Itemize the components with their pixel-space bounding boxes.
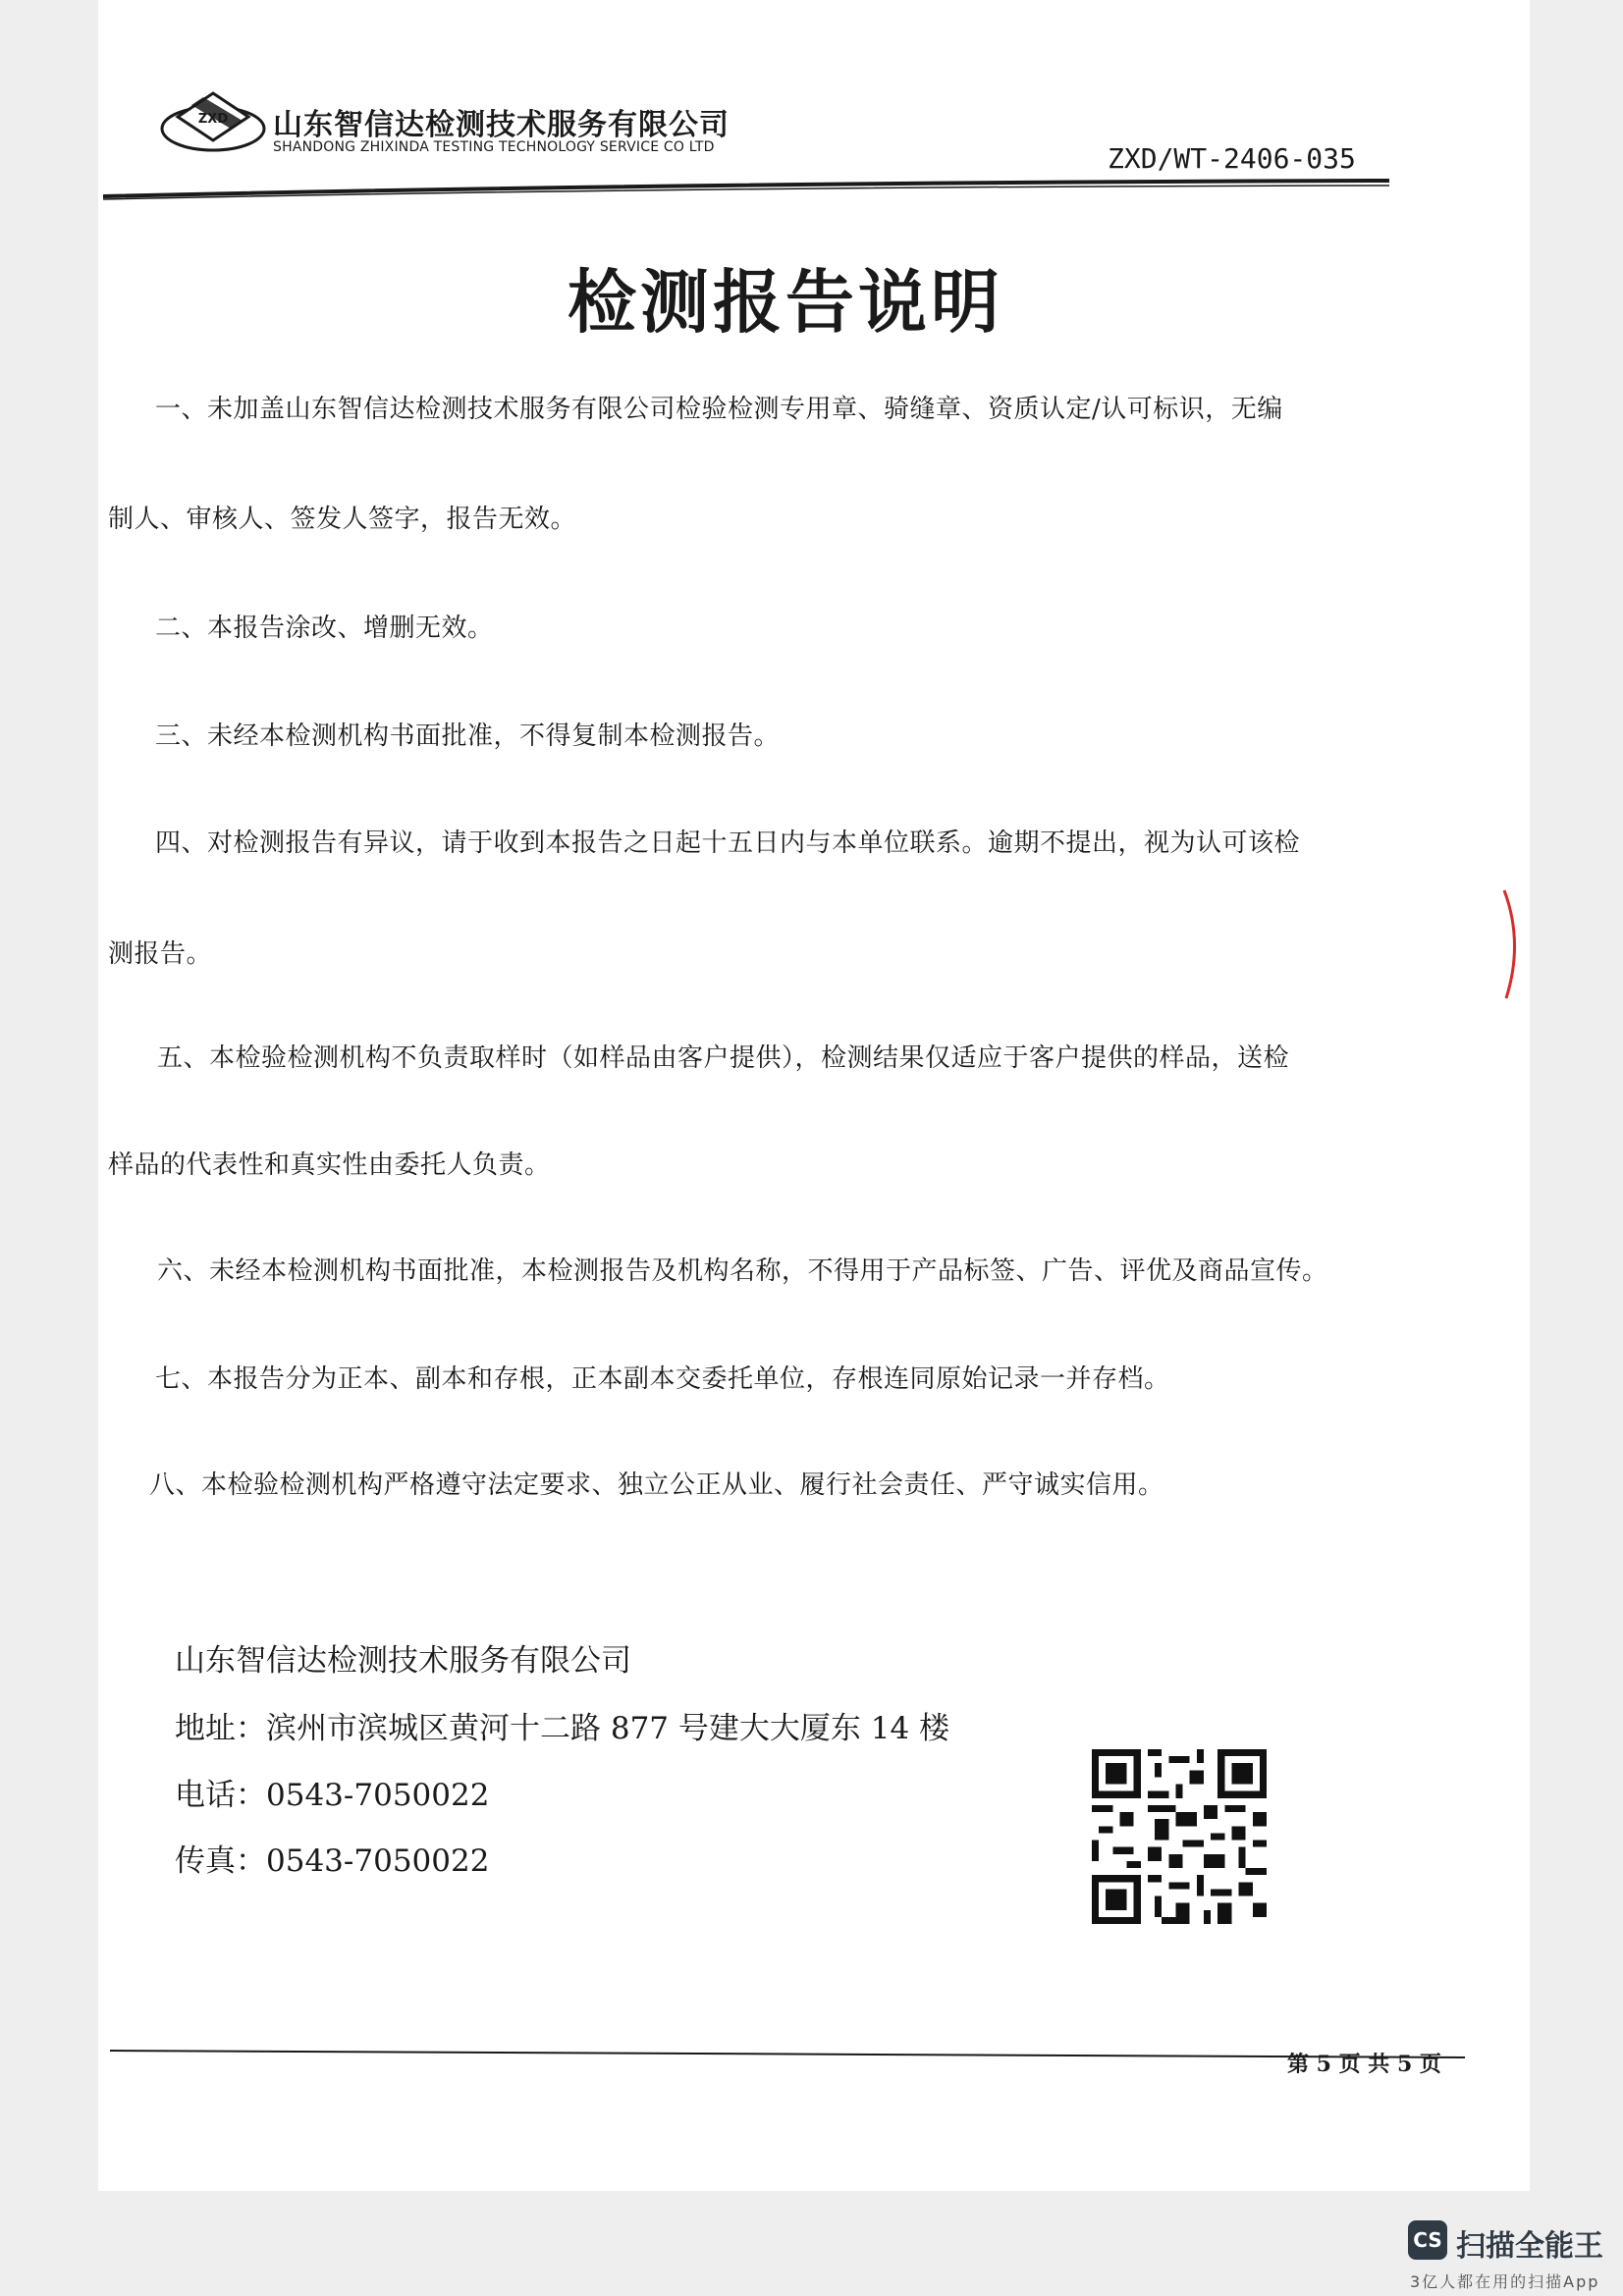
- company-name-cn: 山东智信达检测技术服务有限公司: [273, 108, 730, 142]
- clause-1-line-2: 制人、审核人、签发人签字，报告无效。: [108, 505, 577, 534]
- clause-8: 八、本检验检测机构严格遵守法定要求、独立公正从业、履行社会责任、严守诚实信用。: [149, 1470, 1164, 1500]
- clause-6: 六、未经本检测机构书面批准，本检测报告及机构名称，不得用于产品标签、广告、评优及商品宣传。: [157, 1256, 1328, 1286]
- company-name-en: SHANDONG ZHIXINDA TESTING TECHNOLOGY SERVICE CO LTD: [273, 139, 715, 155]
- company-logo: [152, 83, 275, 167]
- clause-4-line-1: 四、对检测报告有异议，请于收到本报告之日起十五日内与本单位联系。逾期不提出，视为认可该检: [155, 828, 1301, 858]
- clause-3: 三、未经本检测机构书面批准，不得复制本检测报告。: [155, 721, 781, 751]
- clause-2: 二、本报告涂改、增删无效。: [155, 614, 494, 643]
- contact-fax: 传真：0543-7050022: [175, 1843, 490, 1879]
- contact-phone: 电话：0543-7050022: [175, 1778, 490, 1813]
- footer-divider: [110, 2048, 1465, 2061]
- scanner-app-name: 扫描全能王: [1456, 2229, 1603, 2264]
- seal-edge-mark: [1502, 888, 1526, 1001]
- svg-text:ZXD: ZXD: [197, 112, 229, 127]
- contact-address: 地址：滨州市滨城区黄河十二路 877 号建大大厦东 14 楼: [175, 1711, 950, 1746]
- clause-4-line-2: 测报告。: [108, 939, 213, 969]
- contact-company: 山东智信达检测技术服务有限公司: [175, 1643, 631, 1679]
- document-title: 检测报告说明: [568, 261, 1003, 343]
- clause-1-line-1: 一、未加盖山东智信达检测技术服务有限公司检验检测专用章、骑缝章、资质认定/认可标识，无编: [155, 395, 1283, 424]
- qr-code-icon: [1092, 1749, 1267, 1924]
- header-divider: [103, 175, 1389, 200]
- report-number: ZXD/WT-2406-035: [1108, 142, 1356, 175]
- clause-7: 七、本报告分为正本、副本和存根，正本副本交委托单位，存根连同原始记录一并存档。: [155, 1364, 1170, 1394]
- clause-5-line-2: 样品的代表性和真实性由委托人负责。: [108, 1150, 551, 1180]
- page-number: 第 5 页 共 5 页: [1287, 2052, 1441, 2077]
- clause-5-line-1: 五、本检验检测机构不负责取样时（如样品由客户提供），检测结果仅适应于客户提供的样品，送检: [157, 1043, 1290, 1073]
- scanner-app-logo: CS: [1408, 2220, 1447, 2260]
- scanner-app-tagline: 3亿人都在用的扫描App: [1410, 2272, 1600, 2291]
